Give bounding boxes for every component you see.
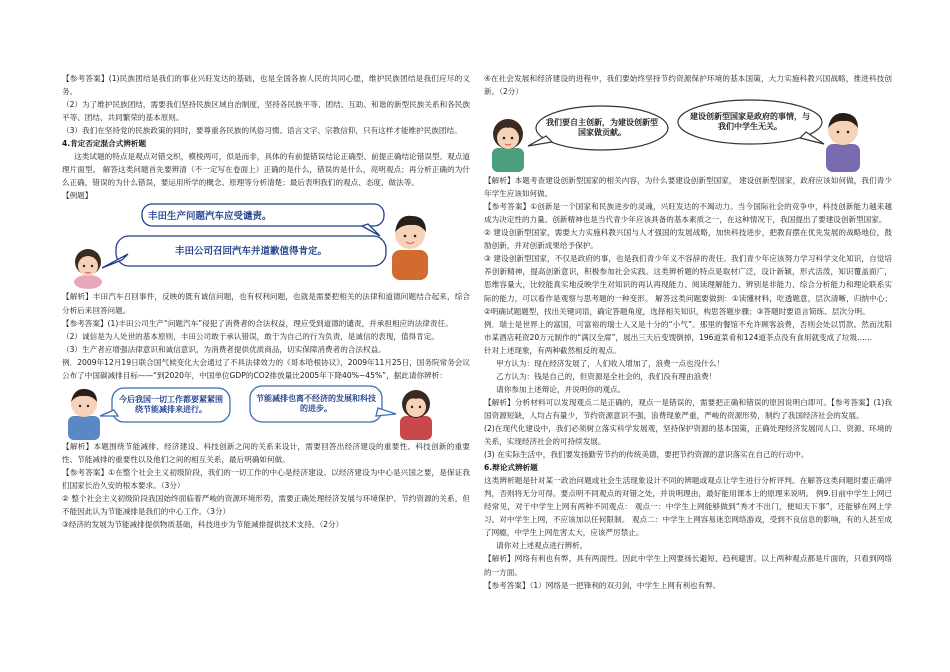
answer-paragraph: （2）为了维护民族团结，需要我们坚持民族区域自治制度，坚持各民族平等、团结、互助、和谐的新型民族关系和各民族平等、团结、共同繁荣的基本原则。 — [62, 100, 470, 123]
answer-paragraph: （3）生产者应增强法律意识和诚信意识，为消费者提供优质商品，切实保障消费者的合法权益。 — [62, 344, 386, 354]
answer-paragraph: ④在社会发展和经济建设的进程中，我们要始终坚持节约资源保护环境的基本国策，大力实施科教兴国战略，推进科技创新。（2分） — [484, 74, 892, 97]
body-paragraph: 乙方认为：钱是自己的，但资源是全社会的，我们没有理由浪费！ — [496, 371, 717, 381]
answer-paragraph: 【参考答案】(1)丰田公司生产“问题汽车”侵犯了消费者的合法权益，理应受到道德的谴责，并承担相应的法律责任。 — [62, 318, 453, 328]
answer-paragraph: （3）我们在坚持党的民族政策的同时，要尊重各民族的风俗习惯、语言文字、宗教信仰，只有这样才能维护民族团结。 — [62, 126, 462, 136]
girl-avatar-icon — [74, 249, 102, 289]
body-paragraph: 请你对上述观点进行辨析。 — [496, 541, 588, 551]
figure-innovation-debate — [484, 98, 892, 174]
answer-paragraph: (2)在现代化建设中，我们必须树立落实科学发展观，坚持保护资源的基本国策，正确处理经济发展同人口、资源、环境的关系，实现经济社会的可持续发展。 — [484, 423, 892, 447]
bubble-text-1: 我们要自主创新，为建设创新型国家做贡献。 — [546, 117, 658, 138]
body-paragraph: 这类辨析题是针对某一政治问题或社会生活现象设计不同的辨题或观点让学生进行分析评判。在解答这类问题时要正确评判，否则将无分可得。要点明不同观点的对错之处，并说明理由，最好能用课本上的原理来说明。 例9.目前中学生上网已经常见，对于中学生上网有两种不同观点： 观点一：中学生上网能够做到“秀才不出门，便知天下事”，还能够在网上学习。对中学生上网，不应该加以任何限制。 观点二：中学生上网容易迷恋网络游戏，受到不良信息的影响，有的人甚至成了网瘾，中学生上网危害太大，应该严厉禁止。 — [484, 476, 892, 538]
bubble-text-2: 节能减排也离不经济的发展和科技的进步。 — [256, 393, 376, 413]
answer-paragraph: (3) 在实际生活中，我们要发扬勤劳节约的传统美德，要把节约资源的意识落实在自己的行动中。 — [484, 450, 809, 460]
bubble-text-1: 丰田生产问题汽车应受谴责。 — [148, 210, 272, 222]
boy-avatar-icon — [826, 113, 860, 172]
answer-paragraph: 【参考答案】①创新是一个国家和民族进步的灵魂，兴旺发达的不竭动力。当今国际社会的竞争中，科技创新能力越来越成为决定性的力量。创新精神也是当代青少年应该具备的基本素质之一，在这种情况下，我国提出了要建设创新型国家。 — [484, 202, 892, 225]
body-paragraph: 请你参加上述辩论，并说明你的观点。 — [496, 384, 626, 394]
analysis-paragraph: 【解析】分析材料可以发现观点二是正确的，观点一是错误的，需要把正确和错误的原因说明白即可。【参考答案】(1)我国资源短缺，人均占有量少，节约资源意识不强，浪费现象严重，严峻的资源形势，制约了我国经济社会的发展。 — [484, 397, 892, 420]
example-paragraph: 例．瑞士是世界上的富国，可富裕的瑞士人又是十分的“小气”。那里的餐馆不允许顾客浪费，否则会处以罚款。然而沈阳市某酒店耗资20万元制作的“满汉全席”，展出三天后变馊倒掉，196道菜肴和124道茶点没有食用就变成了垃圾…… — [484, 319, 892, 342]
analysis-paragraph: 【解析】丰田汽车召回事件，反映的既有诚信问题，也有权利问题，也就是需要把相关的法律和道德问题结合起来，综合分析后来回答问题。 — [62, 292, 470, 315]
right-column — [484, 72, 892, 592]
analysis-paragraph: 【解析】本题围绕节能减排、经济建设、科技创新之间的关系来设计，需要回答出经济建设的重要性、科技创新的重要性、节能减排的重要性以及他们之间的相互关系，最后明确如何做。 — [62, 441, 470, 464]
answer-paragraph: 【参考答案】(1)民族团结是我们的事业兴旺发达的基础，也是全国各族人民的共同心愿，维护民族团结是我们应尽的义务。 — [62, 74, 470, 97]
answer-paragraph: 【参考答案】（1）网络是一把锋利的双刃剑，中学生上网有利也有弊。 — [484, 580, 721, 590]
boy-avatar-icon — [392, 216, 428, 280]
example-paragraph: 例．2009年12月19日联合国气候变化大会通过了不具法律效力的《哥本哈根协议》，2009年11月25日，国务院常务会议公布了中国碳减排目标——“到2020年，中国单位GDP的CO2排放量比2005年下降40%~45%”，据此请你辨析： — [62, 357, 470, 380]
analysis-paragraph: 【解析】网络有利也有弊，具有两面性。因此中学生上网要扬长避短、趋利避害。以上两种观点都是片面的，只看到网络的一方面。 — [484, 554, 892, 577]
section-heading: 4.肯定否定混合式辨析题 — [62, 139, 147, 149]
answer-paragraph: ③ 建设创新型国家，不仅是政府的事，也是我们青少年义不容辞的责任。我们青少年应该努力学习科学文化知识，自觉培养创新精神，提高创新意识，积极参加社会实践。这类辨析题的特点是取材广泛，设计新颖，形式活泼，知识覆盖面广，思维容量大，比较能真实地反映学生对知识的再认再现能力、阅读理解能力、辨别是非能力、综合分析能力和理论联系实际的能力，可以看作是观察与思考题的一种变形。 解答这类问题要做到：①读懂材料，吃透题意，层次清晰，归纳中心；②明确试题题型，找出关键词语，确定答题角度，选择相关知识，构思答题步骤；③答题时要语言简练、层次分明。 — [484, 254, 892, 316]
girl-avatar-icon — [400, 390, 432, 440]
figure-toyota-debate — [62, 202, 470, 290]
section-heading: 6.辩论式辨析题 — [484, 463, 538, 473]
bubble-text-2: 建设创新型国家是政府的事情，与我们中学生无关。 — [690, 111, 810, 132]
left-column — [62, 72, 470, 531]
body-paragraph: 甲方认为：现在经济发展了，人们收入增加了，浪费一点也没什么！ — [496, 358, 724, 368]
answer-paragraph: 【参考答案】①在整个社会主义初级阶段，我们的一切工作的中心是经济建设。以经济建设为中心是兴国之要，是保证我们国家长治久安的根本要求。（3分） — [62, 467, 470, 490]
boy-avatar-icon — [68, 389, 100, 440]
body-paragraph: 针对上述现象，有两种截然相反的观点。 — [484, 345, 621, 355]
answer-paragraph: （2）诚信是为人处世的基本原则，丰田公司敢于承认错误，敢于为自己的行为负责，是诚信的表现，值得肯定。 — [62, 331, 439, 341]
bubble-text-2: 丰田公司召回汽车并道歉值得肯定。 — [174, 245, 327, 257]
answer-paragraph: ③经济的发展为节能减排提供物质基础，科技进步为节能减排提供技术支持。（2分） — [62, 520, 344, 530]
body-paragraph: 这类试题的特点是观点对错交织，模棱两可，似是而非，具体的有前提错误结论正确型、前提正确结论错误型、观点道理片面型。 解答这类问题首先要辨清（不一定写在卷面上）正确的是什么，错误的是什么，亮明观点；再分析正确的为什么正确，错误的为什么错误，要运用所学的概念、原理等分析清楚；最后表明我们的观点、态度、做法等。 — [62, 152, 470, 188]
answer-paragraph: ② 整个社会主义初级阶段我国始终面临着严峻的资源环境形势，需要正确处理经济发展与环境保护、节约资源的关系，但不能因此认为节能减排是我们的中心工作。（3分） — [62, 493, 470, 517]
figure-energy-debate — [62, 382, 470, 440]
example-label: 【例题】 — [62, 191, 93, 201]
bubble-text-1: 今后我国一切工作都要紧紧围绕节能减排来进行。 — [119, 394, 223, 414]
analysis-paragraph: 【解析】本题考查建设创新型国家的相关内容，为什么要建设创新型国家， 建设创新型国家，政府应该如何做，我们青少年学生应该如何做。 — [484, 176, 892, 199]
girl-avatar-icon — [492, 119, 524, 172]
answer-paragraph: ② 建设创新型国家，需要大力实施科教兴国与人才强国的发展战略，加快科技进步，把教育摆在优先发展的战略地位，鼓励创新，并对创新成果给予保护。 — [484, 228, 892, 251]
